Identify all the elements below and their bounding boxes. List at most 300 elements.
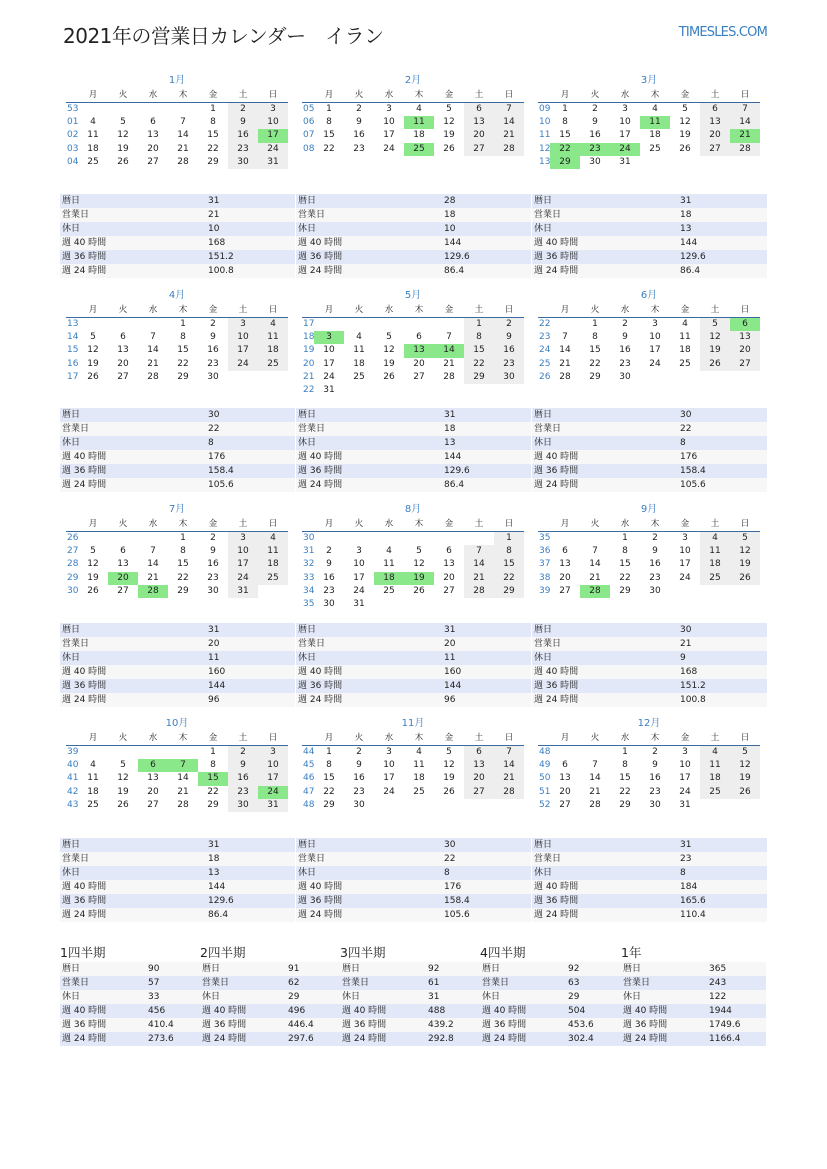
day-cell[interactable]: 16: [353, 130, 365, 141]
day-cell[interactable]: 10: [679, 760, 691, 771]
day-cell[interactable]: 9: [356, 117, 362, 128]
day-cell[interactable]: 2: [652, 533, 658, 543]
day-cell[interactable]: 15: [589, 345, 601, 356]
day-cell[interactable]: 16: [619, 345, 631, 356]
day-cell[interactable]: 19: [87, 358, 99, 369]
day-cell[interactable]: 25: [353, 371, 365, 382]
day-cell[interactable]: 7: [592, 546, 598, 557]
day-cell[interactable]: 21: [559, 358, 571, 369]
day-cell[interactable]: 26: [730, 786, 760, 799]
day-cell[interactable]: 24: [353, 585, 365, 596]
day-cell[interactable]: 29: [464, 371, 494, 384]
day-cell[interactable]: 3: [652, 319, 658, 329]
day-cell[interactable]: 28: [730, 143, 760, 156]
day-cell[interactable]: 18: [700, 558, 730, 571]
day-cell[interactable]: 12: [383, 345, 395, 356]
day-cell[interactable]: 18: [700, 772, 730, 785]
day-cell[interactable]: 13: [700, 116, 730, 129]
day-cell[interactable]: 4: [356, 332, 362, 343]
day-cell[interactable]: 17: [383, 130, 395, 141]
day-cell[interactable]: 2: [622, 319, 628, 329]
day-cell[interactable]: 5: [120, 117, 126, 128]
day-cell[interactable]: 9: [228, 759, 258, 772]
day-cell[interactable]: 2: [356, 747, 362, 757]
day-cell[interactable]: 1: [622, 747, 628, 757]
day-cell[interactable]: 1: [180, 533, 186, 543]
day-cell[interactable]: 12: [117, 773, 129, 784]
day-cell[interactable]: 15: [619, 559, 631, 570]
day-cell[interactable]: 23: [323, 585, 335, 596]
day-cell[interactable]: 8: [180, 332, 186, 343]
day-cell[interactable]: 5: [682, 104, 688, 114]
day-cell[interactable]: 6: [120, 332, 126, 343]
day-cell[interactable]: 18: [258, 344, 288, 357]
day-cell[interactable]: 27: [147, 799, 159, 810]
day-cell[interactable]: 14: [559, 345, 571, 356]
day-cell[interactable]: 16: [589, 130, 601, 141]
day-cell[interactable]: 3: [228, 318, 258, 331]
day-cell[interactable]: 18: [258, 558, 288, 571]
day-cell[interactable]: 26: [679, 143, 691, 154]
day-cell[interactable]: 27: [559, 799, 571, 810]
day-cell[interactable]: 29: [323, 799, 335, 810]
day-cell[interactable]: 10: [323, 345, 335, 356]
day-cell[interactable]: 21: [147, 358, 159, 369]
day-cell[interactable]: 22: [323, 143, 335, 154]
day-cell[interactable]: 31: [258, 799, 288, 812]
day-cell[interactable]: 2: [494, 318, 524, 331]
holiday-cell[interactable]: 6: [730, 318, 760, 331]
day-cell[interactable]: 13: [443, 559, 455, 570]
day-cell[interactable]: 4: [700, 746, 730, 759]
day-cell[interactable]: 22: [494, 572, 524, 585]
holiday-cell[interactable]: 7: [168, 759, 198, 772]
holiday-cell[interactable]: 23: [580, 143, 610, 156]
day-cell[interactable]: 31: [258, 156, 288, 169]
day-cell[interactable]: 22: [619, 572, 631, 583]
day-cell[interactable]: 23: [619, 358, 631, 369]
day-cell[interactable]: 29: [207, 156, 219, 167]
day-cell[interactable]: 21: [177, 143, 189, 154]
day-cell[interactable]: 27: [117, 585, 129, 596]
day-cell[interactable]: 14: [177, 773, 189, 784]
day-cell[interactable]: 21: [177, 786, 189, 797]
day-cell[interactable]: 22: [207, 786, 219, 797]
day-cell[interactable]: 18: [679, 345, 691, 356]
day-cell[interactable]: 30: [494, 371, 524, 384]
day-cell[interactable]: 5: [90, 332, 96, 343]
holiday-cell[interactable]: 19: [404, 572, 434, 585]
day-cell[interactable]: 2: [326, 546, 332, 557]
day-cell[interactable]: 9: [622, 332, 628, 343]
day-cell[interactable]: 23: [494, 358, 524, 371]
day-cell[interactable]: 24: [258, 143, 288, 156]
day-cell[interactable]: 16: [207, 559, 219, 570]
day-cell[interactable]: 3: [356, 546, 362, 557]
day-cell[interactable]: 19: [117, 143, 129, 154]
day-cell[interactable]: 23: [207, 572, 219, 583]
day-cell[interactable]: 19: [443, 130, 455, 141]
day-cell[interactable]: 25: [700, 786, 730, 799]
day-cell[interactable]: 21: [494, 772, 524, 785]
day-cell[interactable]: 25: [87, 799, 99, 810]
day-cell[interactable]: 23: [353, 143, 365, 154]
day-cell[interactable]: 9: [228, 116, 258, 129]
day-cell[interactable]: 23: [353, 786, 365, 797]
day-cell[interactable]: 6: [416, 332, 422, 343]
day-cell[interactable]: 19: [679, 130, 691, 141]
day-cell[interactable]: 19: [443, 773, 455, 784]
day-cell[interactable]: 13: [464, 759, 494, 772]
day-cell[interactable]: 27: [464, 786, 494, 799]
day-cell[interactable]: 3: [386, 104, 392, 114]
day-cell[interactable]: 27: [117, 371, 129, 382]
day-cell[interactable]: 21: [589, 572, 601, 583]
day-cell[interactable]: 1: [210, 747, 216, 757]
day-cell[interactable]: 10: [258, 759, 288, 772]
day-cell[interactable]: 3: [228, 532, 258, 545]
day-cell[interactable]: 14: [494, 759, 524, 772]
day-cell[interactable]: 15: [323, 130, 335, 141]
day-cell[interactable]: 6: [464, 103, 494, 116]
day-cell[interactable]: 9: [210, 332, 216, 343]
day-cell[interactable]: 21: [464, 572, 494, 585]
day-cell[interactable]: 31: [353, 598, 365, 609]
day-cell[interactable]: 29: [589, 371, 601, 382]
brand-logo[interactable]: TIMESLES.COM: [678, 25, 767, 40]
day-cell[interactable]: 28: [177, 156, 189, 167]
day-cell[interactable]: 12: [443, 760, 455, 771]
day-cell[interactable]: 4: [90, 760, 96, 771]
day-cell[interactable]: 13: [147, 130, 159, 141]
day-cell[interactable]: 31: [323, 384, 335, 395]
day-cell[interactable]: 29: [207, 799, 219, 810]
day-cell[interactable]: 1: [592, 319, 598, 329]
day-cell[interactable]: 14: [147, 345, 159, 356]
day-cell[interactable]: 30: [649, 585, 661, 596]
day-cell[interactable]: 14: [589, 773, 601, 784]
day-cell[interactable]: 25: [649, 143, 661, 154]
day-cell[interactable]: 26: [413, 585, 425, 596]
day-cell[interactable]: 16: [228, 129, 258, 142]
day-cell[interactable]: 13: [464, 116, 494, 129]
day-cell[interactable]: 4: [682, 319, 688, 329]
day-cell[interactable]: 7: [494, 103, 524, 116]
day-cell[interactable]: 15: [559, 130, 571, 141]
day-cell[interactable]: 14: [494, 116, 524, 129]
day-cell[interactable]: 8: [180, 546, 186, 557]
day-cell[interactable]: 30: [207, 585, 219, 596]
day-cell[interactable]: 9: [356, 760, 362, 771]
day-cell[interactable]: 5: [446, 747, 452, 757]
holiday-cell[interactable]: 18: [374, 572, 404, 585]
holiday-cell[interactable]: 25: [404, 143, 434, 156]
day-cell[interactable]: 3: [386, 747, 392, 757]
day-cell[interactable]: 8: [326, 117, 332, 128]
day-cell[interactable]: 4: [90, 117, 96, 128]
day-cell[interactable]: 4: [258, 318, 288, 331]
day-cell[interactable]: 7: [730, 103, 760, 116]
day-cell[interactable]: 8: [494, 545, 524, 558]
day-cell[interactable]: 14: [177, 130, 189, 141]
day-cell[interactable]: 6: [562, 546, 568, 557]
day-cell[interactable]: 10: [228, 545, 258, 558]
day-cell[interactable]: 15: [323, 773, 335, 784]
day-cell[interactable]: 8: [562, 117, 568, 128]
day-cell[interactable]: 6: [700, 103, 730, 116]
day-cell[interactable]: 11: [700, 545, 730, 558]
day-cell[interactable]: 22: [589, 358, 601, 369]
day-cell[interactable]: 12: [700, 331, 730, 344]
day-cell[interactable]: 11: [383, 559, 395, 570]
day-cell[interactable]: 25: [258, 572, 288, 585]
day-cell[interactable]: 11: [700, 759, 730, 772]
day-cell[interactable]: 4: [652, 104, 658, 114]
day-cell[interactable]: 16: [494, 344, 524, 357]
day-cell[interactable]: 20: [559, 572, 571, 583]
day-cell[interactable]: 14: [730, 116, 760, 129]
day-cell[interactable]: 6: [150, 117, 156, 128]
day-cell[interactable]: 13: [559, 773, 571, 784]
day-cell[interactable]: 2: [592, 104, 598, 114]
day-cell[interactable]: 20: [464, 772, 494, 785]
day-cell[interactable]: 31: [679, 799, 691, 810]
day-cell[interactable]: 8: [592, 332, 598, 343]
day-cell[interactable]: 28: [443, 371, 455, 382]
day-cell[interactable]: 4: [700, 532, 730, 545]
holiday-cell[interactable]: 29: [550, 156, 580, 169]
day-cell[interactable]: 1: [464, 318, 494, 331]
day-cell[interactable]: 8: [622, 546, 628, 557]
day-cell[interactable]: 5: [120, 760, 126, 771]
day-cell[interactable]: 21: [589, 786, 601, 797]
day-cell[interactable]: 9: [326, 559, 332, 570]
day-cell[interactable]: 26: [700, 358, 730, 371]
day-cell[interactable]: 23: [228, 143, 258, 156]
day-cell[interactable]: 15: [177, 559, 189, 570]
day-cell[interactable]: 24: [679, 786, 691, 797]
day-cell[interactable]: 27: [464, 143, 494, 156]
day-cell[interactable]: 12: [87, 559, 99, 570]
day-cell[interactable]: 20: [730, 344, 760, 357]
day-cell[interactable]: 29: [494, 585, 524, 598]
day-cell[interactable]: 26: [730, 572, 760, 585]
day-cell[interactable]: 10: [353, 559, 365, 570]
day-cell[interactable]: 29: [177, 371, 189, 382]
day-cell[interactable]: 10: [619, 117, 631, 128]
day-cell[interactable]: 16: [649, 773, 661, 784]
day-cell[interactable]: 23: [228, 786, 258, 799]
day-cell[interactable]: 28: [147, 371, 159, 382]
day-cell[interactable]: 20: [559, 786, 571, 797]
day-cell[interactable]: 18: [413, 773, 425, 784]
day-cell[interactable]: 15: [494, 558, 524, 571]
day-cell[interactable]: 30: [649, 799, 661, 810]
day-cell[interactable]: 24: [228, 572, 258, 585]
day-cell[interactable]: 25: [87, 156, 99, 167]
day-cell[interactable]: 28: [464, 585, 494, 598]
holiday-cell[interactable]: 20: [108, 572, 138, 585]
day-cell[interactable]: 7: [150, 546, 156, 557]
day-cell[interactable]: 2: [228, 103, 258, 116]
day-cell[interactable]: 3: [258, 103, 288, 116]
day-cell[interactable]: 19: [730, 772, 760, 785]
day-cell[interactable]: 24: [383, 786, 395, 797]
holiday-cell[interactable]: 13: [404, 344, 434, 357]
day-cell[interactable]: 19: [117, 786, 129, 797]
day-cell[interactable]: 5: [416, 546, 422, 557]
day-cell[interactable]: 7: [180, 117, 186, 128]
holiday-cell[interactable]: 15: [198, 772, 228, 785]
day-cell[interactable]: 27: [559, 585, 571, 596]
day-cell[interactable]: 13: [147, 773, 159, 784]
day-cell[interactable]: 5: [730, 532, 760, 545]
day-cell[interactable]: 15: [207, 130, 219, 141]
holiday-cell[interactable]: 14: [434, 344, 464, 357]
day-cell[interactable]: 21: [494, 129, 524, 142]
day-cell[interactable]: 18: [87, 786, 99, 797]
day-cell[interactable]: 26: [87, 371, 99, 382]
day-cell[interactable]: 25: [679, 358, 691, 369]
day-cell[interactable]: 27: [730, 358, 760, 371]
day-cell[interactable]: 24: [383, 143, 395, 154]
holiday-cell[interactable]: 24: [610, 143, 640, 156]
day-cell[interactable]: 3: [682, 533, 688, 543]
day-cell[interactable]: 6: [562, 760, 568, 771]
day-cell[interactable]: 19: [383, 358, 395, 369]
day-cell[interactable]: 22: [619, 786, 631, 797]
day-cell[interactable]: 25: [258, 358, 288, 371]
day-cell[interactable]: 18: [649, 130, 661, 141]
day-cell[interactable]: 20: [147, 143, 159, 154]
holiday-cell[interactable]: 28: [138, 585, 168, 598]
day-cell[interactable]: 22: [464, 358, 494, 371]
day-cell[interactable]: 30: [323, 598, 335, 609]
day-cell[interactable]: 28: [177, 799, 189, 810]
day-cell[interactable]: 9: [592, 117, 598, 128]
day-cell[interactable]: 29: [619, 585, 631, 596]
day-cell[interactable]: 8: [210, 117, 216, 128]
day-cell[interactable]: 27: [700, 143, 730, 156]
day-cell[interactable]: 7: [562, 332, 568, 343]
day-cell[interactable]: 1: [210, 104, 216, 114]
day-cell[interactable]: 27: [443, 585, 455, 596]
day-cell[interactable]: 12: [87, 345, 99, 356]
day-cell[interactable]: 26: [443, 143, 455, 154]
day-cell[interactable]: 7: [592, 760, 598, 771]
day-cell[interactable]: 20: [464, 129, 494, 142]
day-cell[interactable]: 5: [730, 746, 760, 759]
day-cell[interactable]: 30: [228, 156, 258, 169]
day-cell[interactable]: 22: [177, 358, 189, 369]
day-cell[interactable]: 12: [117, 130, 129, 141]
day-cell[interactable]: 26: [443, 786, 455, 797]
day-cell[interactable]: 11: [87, 130, 99, 141]
day-cell[interactable]: 31: [228, 585, 258, 598]
day-cell[interactable]: 5: [90, 546, 96, 557]
day-cell[interactable]: 9: [652, 546, 658, 557]
day-cell[interactable]: 5: [700, 318, 730, 331]
day-cell[interactable]: 1: [326, 104, 332, 114]
day-cell[interactable]: 30: [353, 799, 365, 810]
day-cell[interactable]: 20: [413, 358, 425, 369]
day-cell[interactable]: 17: [258, 772, 288, 785]
day-cell[interactable]: 7: [446, 332, 452, 343]
day-cell[interactable]: 23: [649, 786, 661, 797]
day-cell[interactable]: 10: [679, 546, 691, 557]
day-cell[interactable]: 4: [386, 546, 392, 557]
day-cell[interactable]: 26: [117, 156, 129, 167]
holiday-cell[interactable]: 24: [258, 786, 288, 799]
day-cell[interactable]: 31: [619, 156, 631, 167]
day-cell[interactable]: 14: [464, 558, 494, 571]
day-cell[interactable]: 11: [353, 345, 365, 356]
day-cell[interactable]: 8: [210, 760, 216, 771]
day-cell[interactable]: 2: [210, 319, 216, 329]
day-cell[interactable]: 26: [117, 799, 129, 810]
day-cell[interactable]: 3: [258, 746, 288, 759]
day-cell[interactable]: 1: [326, 747, 332, 757]
day-cell[interactable]: 16: [207, 345, 219, 356]
day-cell[interactable]: 11: [258, 545, 288, 558]
day-cell[interactable]: 24: [649, 358, 661, 369]
day-cell[interactable]: 24: [228, 358, 258, 371]
day-cell[interactable]: 12: [730, 545, 760, 558]
day-cell[interactable]: 20: [443, 572, 455, 583]
day-cell[interactable]: 13: [117, 345, 129, 356]
day-cell[interactable]: 10: [649, 332, 661, 343]
day-cell[interactable]: 15: [619, 773, 631, 784]
day-cell[interactable]: 16: [353, 773, 365, 784]
day-cell[interactable]: 12: [730, 759, 760, 772]
day-cell[interactable]: 20: [700, 129, 730, 142]
day-cell[interactable]: 17: [228, 558, 258, 571]
day-cell[interactable]: 25: [413, 786, 425, 797]
day-cell[interactable]: 8: [464, 331, 494, 344]
day-cell[interactable]: 6: [464, 746, 494, 759]
day-cell[interactable]: 11: [679, 332, 691, 343]
day-cell[interactable]: 7: [150, 332, 156, 343]
day-cell[interactable]: 23: [649, 572, 661, 583]
day-cell[interactable]: 30: [228, 799, 258, 812]
day-cell[interactable]: 1: [562, 104, 568, 114]
day-cell[interactable]: 17: [383, 773, 395, 784]
day-cell[interactable]: 23: [207, 358, 219, 369]
day-cell[interactable]: 2: [652, 747, 658, 757]
day-cell[interactable]: 18: [353, 358, 365, 369]
day-cell[interactable]: 7: [464, 545, 494, 558]
day-cell[interactable]: 6: [120, 546, 126, 557]
holiday-cell[interactable]: 28: [580, 585, 610, 598]
day-cell[interactable]: 1: [180, 319, 186, 329]
holiday-cell[interactable]: 11: [640, 116, 670, 129]
day-cell[interactable]: 12: [443, 117, 455, 128]
day-cell[interactable]: 8: [326, 760, 332, 771]
day-cell[interactable]: 11: [87, 773, 99, 784]
day-cell[interactable]: 17: [353, 572, 365, 583]
day-cell[interactable]: 19: [700, 344, 730, 357]
day-cell[interactable]: 2: [356, 104, 362, 114]
day-cell[interactable]: 30: [589, 156, 601, 167]
day-cell[interactable]: 10: [383, 117, 395, 128]
day-cell[interactable]: 9: [210, 546, 216, 557]
day-cell[interactable]: 15: [464, 344, 494, 357]
day-cell[interactable]: 20: [117, 358, 129, 369]
day-cell[interactable]: 28: [589, 799, 601, 810]
day-cell[interactable]: 14: [589, 559, 601, 570]
day-cell[interactable]: 19: [730, 558, 760, 571]
day-cell[interactable]: 12: [413, 559, 425, 570]
